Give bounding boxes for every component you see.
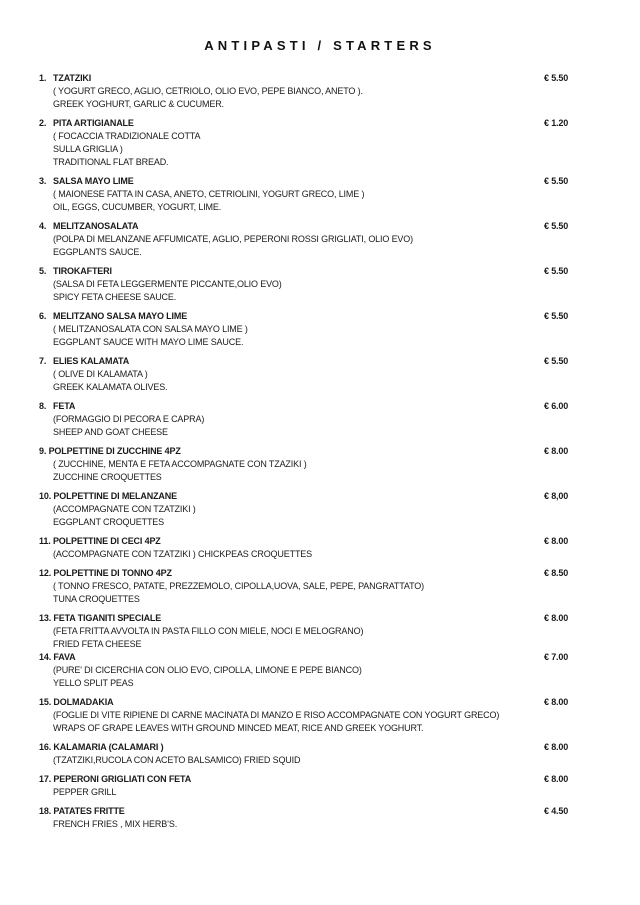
- item-description: (PURE' DI CICERCHIA CON OLIO EVO, CIPOLLA, LIMONE E PEPE BIANCO): [53, 665, 362, 675]
- item-price: € 5.50: [544, 266, 569, 276]
- item-name: SALSA MAYO LIME: [53, 176, 134, 186]
- item-price: € 4.50: [544, 806, 569, 816]
- menu-list: [0, 72, 640, 837]
- item-number: 11.: [39, 536, 51, 546]
- item-description: SHEEP AND GOAT CHEESE: [53, 427, 168, 437]
- item-description: TRADITIONAL FLAT BREAD.: [53, 157, 169, 167]
- item-description: FRIED FETA CHEESE: [53, 639, 142, 649]
- item-name-text: DOLMADAKIA: [53, 697, 114, 707]
- item-description: GREEK KALAMATA OLIVES.: [53, 382, 168, 392]
- item-description: ( MELITZANOSALATA CON SALSA MAYO LIME ): [53, 324, 248, 334]
- item-name: MELITZANOSALATA: [53, 221, 139, 231]
- item-number: 13.: [39, 613, 52, 623]
- item-description: (FOGLIE DI VITE RIPIENE DI CARNE MACINATA DI MANZO E RISO ACCOMPAGNATE CON YOGURT GRECO): [53, 710, 500, 720]
- item-name-text: FAVA: [53, 652, 76, 662]
- menu-item: [0, 651, 640, 690]
- item-number: 2.: [39, 118, 47, 128]
- item-price: € 6.00: [544, 401, 569, 411]
- item-name-text: FETA TIGANITI SPECIALE: [53, 613, 162, 623]
- item-description: TUNA CROQUETTES: [53, 594, 140, 604]
- menu-item: [0, 696, 640, 735]
- item-number: 3.: [39, 176, 47, 186]
- item-name-text: POLPETTINE DI TONNO 4PZ: [53, 568, 172, 578]
- item-name-text: POLPETTINE DI ZUCCHINE 4PZ: [48, 446, 181, 456]
- item-description: SPICY FETA CHEESE SAUCE.: [53, 292, 177, 302]
- item-description: (TZATZIKI,RUCOLA CON ACETO BALSAMICO) FRIED SQUID: [53, 755, 301, 765]
- item-price: € 8.50: [544, 568, 569, 578]
- item-name-text: POLPETTINE DI MELANZANE: [53, 491, 177, 501]
- item-number: 6.: [39, 311, 47, 321]
- menu-item: [0, 535, 640, 561]
- item-name-text: PATATES FRITTE: [53, 806, 125, 816]
- menu-item: [0, 490, 640, 529]
- item-price: € 7.00: [544, 652, 569, 662]
- menu-item: [0, 741, 640, 767]
- item-description: WRAPS OF GRAPE LEAVES WITH GROUND MINCED MEAT, RICE AND GREEK YOGHURT.: [53, 723, 424, 733]
- item-number: 12.: [39, 568, 52, 578]
- item-number: 8.: [39, 401, 47, 411]
- item-price: € 8.00: [544, 697, 569, 707]
- item-description: (FORMAGGIO DI PECORA E CAPRA): [53, 414, 205, 424]
- menu-item: [0, 175, 640, 214]
- item-number: 5.: [39, 266, 47, 276]
- item-description: (ACCOMPAGNATE CON TZATZIKI ): [53, 504, 196, 514]
- item-description: ( MAIONESE FATTA IN CASA, ANETO, CETRIOLINI, YOGURT GRECO, LIME ): [53, 189, 365, 199]
- item-number: 18.: [39, 806, 52, 816]
- menu-item: [0, 400, 640, 439]
- item-number: 16.: [39, 742, 52, 752]
- item-name-text: KALAMARIA (CALAMARI ): [53, 742, 164, 752]
- item-name: TIROKAFTERI: [53, 266, 112, 276]
- item-number: 15.: [39, 697, 52, 707]
- item-price: € 8.00: [544, 613, 569, 623]
- menu-item: [0, 805, 640, 831]
- page-title: ANTIPASTI / STARTERS: [204, 38, 436, 53]
- menu-item: [0, 220, 640, 259]
- item-number: 17.: [39, 774, 52, 784]
- item-description: ( YOGURT GRECO, AGLIO, CETRIOLO, OLIO EVO, PEPE BIANCO, ANETO ).: [53, 86, 363, 96]
- menu-item: [0, 310, 640, 349]
- item-name-text: POLPETTINE DI CECI 4PZ: [52, 536, 161, 546]
- item-description: ( FOCACCIA TRADIZIONALE COTTA: [53, 131, 201, 141]
- item-number: 14.: [39, 652, 52, 662]
- item-name-text: PEPERONI GRIGLIATI CON FETA: [53, 774, 192, 784]
- item-description: (ACCOMPAGNATE CON TZATZIKI ) CHICKPEAS CROQUETTES: [53, 549, 313, 559]
- item-price: € 1.20: [544, 118, 569, 128]
- item-description: (FETA FRITTA AVVOLTA IN PASTA FILLO CON MIELE, NOCI E MELOGRANO): [53, 626, 364, 636]
- item-description: FRENCH FRIES , MIX HERB’S.: [53, 819, 178, 829]
- item-description: (SALSA DI FETA LEGGERMENTE PICCANTE,OLIO EVO): [53, 279, 282, 289]
- menu-item: [0, 265, 640, 304]
- item-description: EGGPLANTS SAUCE.: [53, 247, 142, 257]
- menu-item: [0, 355, 640, 394]
- item-description: GREEK YOGHURT, GARLIC & CUCUMER.: [53, 99, 224, 109]
- item-price: € 8.00: [544, 742, 569, 752]
- item-number: 9.: [39, 446, 47, 456]
- item-description: YELLO SPLIT PEAS: [53, 678, 134, 688]
- item-number: 7.: [39, 356, 47, 366]
- item-description: OIL, EGGS, CUCUMBER, YOGURT, LIME.: [53, 202, 222, 212]
- item-description: ZUCCHINE CROQUETTES: [53, 472, 162, 482]
- item-name: TZATZIKI: [53, 73, 92, 83]
- item-price: € 5.50: [544, 356, 569, 366]
- menu-item: [0, 117, 640, 169]
- menu-item: [0, 773, 640, 799]
- menu-item: [0, 567, 640, 606]
- item-description: SULLA GRIGLIA ): [53, 144, 123, 154]
- item-description: ( TONNO FRESCO, PATATE, PREZZEMOLO, CIPOLLA,UOVA, SALE, PEPE, PANGRATTATO): [53, 581, 424, 591]
- item-price: € 8.00: [544, 774, 569, 784]
- item-price: € 5.50: [544, 176, 569, 186]
- item-description: ( OLIVE DI KALAMATA ): [53, 369, 148, 379]
- menu-item: [0, 612, 640, 651]
- item-description: ( ZUCCHINE, MENTA E FETA ACCOMPAGNATE CON TZAZIKI ): [53, 459, 307, 469]
- item-name: FETA: [53, 401, 76, 411]
- item-name: ELIES KALAMATA: [53, 356, 130, 366]
- item-name: MELITZANO SALSA MAYO LIME: [53, 311, 188, 321]
- item-price: € 8.00: [544, 446, 569, 456]
- item-description: PEPPER GRILL: [53, 787, 117, 797]
- item-number: 1.: [39, 73, 47, 83]
- item-description: EGGPLANT CROQUETTES: [53, 517, 165, 527]
- item-description: EGGPLANT SAUCE WITH MAYO LIME SAUCE.: [53, 337, 244, 347]
- item-description: (POLPA DI MELANZANE AFFUMICATE, AGLIO, PEPERONI ROSSI GRIGLIATI, OLIO EVO): [53, 234, 413, 244]
- item-price: € 5.50: [544, 221, 569, 231]
- item-name: PITA ARTIGIANALE: [53, 118, 134, 128]
- item-number: 4.: [39, 221, 47, 231]
- menu-item: [0, 72, 640, 111]
- item-number: 10.: [39, 491, 52, 501]
- menu-item: [0, 445, 640, 484]
- item-price: € 8,00: [544, 491, 569, 501]
- item-price: € 5.50: [544, 311, 569, 321]
- item-price: € 8.00: [544, 536, 569, 546]
- item-price: € 5.50: [544, 73, 569, 83]
